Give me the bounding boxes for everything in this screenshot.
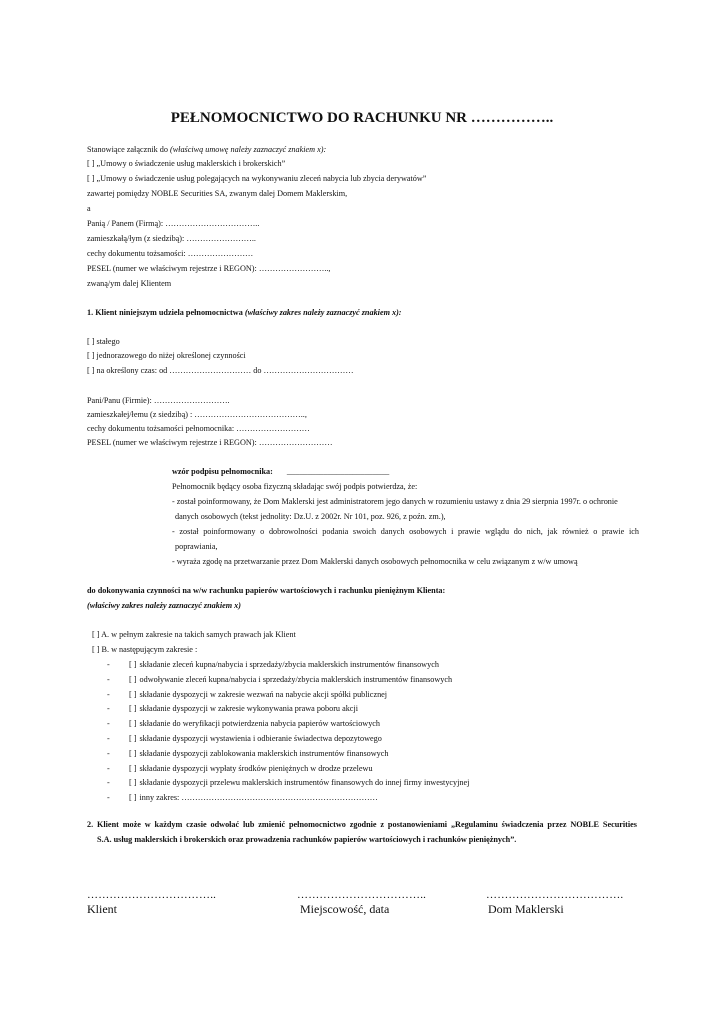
scope-item[interactable] [107,778,469,788]
consent-line-2: danych osobowych (tekst jednolity: Dz.U. z 2002r. Nr 101, poz. 926, z poźn. zm.), [175,512,446,521]
option-label: jednorazowego do niżej określonej czynności [96,351,246,360]
signature-sample-line[interactable]: _________________________ [286,467,390,476]
checkbox[interactable]: [ ] [92,630,100,639]
place-date-label: Miejscowość, data [300,902,390,916]
power-type-permanent[interactable] [87,337,120,347]
consent-line-3: - został poinformowany o dobrowolności podania swoich danych osobowych i prawie wglądu do nich, jak również o prawie ich [172,527,639,536]
list-dash: - [107,778,110,788]
option-label: stałego [96,337,120,346]
consent-intro: Pełnomocnik będący osoba fizyczną składając swój podpis potwierdza, że: [172,482,418,491]
client-pesel-field[interactable]: PESEL (numer we właściwym rejestrze i REGON): …………………….., [87,264,331,273]
scope-item[interactable] [107,749,388,759]
intro-line [87,145,326,155]
scope-option-b[interactable] [92,645,197,655]
attorney-pesel-field[interactable]: PESEL (numer we właściwym rejestrze i REGON): ……………………… [87,438,333,447]
scope-item-label: odwoływanie zleceń kupna/nabycia i sprzedaży/zbycia maklerskich instrumentów finansowych [139,674,453,684]
section-2-line-2: S.A. usług maklerskich i brokerskich oraz prowadzenia rachunków papierów wartościowych i rachunków pieniężnych”. [97,835,517,844]
checkbox[interactable]: [ ] [87,366,95,375]
scope-item-label: składanie dyspozycji w zakresie wezwań na nabycie akcji spółki publicznej [139,689,388,699]
client-address-field[interactable]: zamieszkałą/łym (z siedzibą): …………………….. [87,234,256,243]
attorney-id-field[interactable]: cechy dokumentu tożsamości pełnomocnika: ……………………… [87,424,310,433]
brokerage-signature-label: Dom Maklerski [488,902,564,916]
client-signature-line[interactable]: …………………………….. [87,889,217,901]
scope-item-label: inny zakres: ……………………………………………………………… [139,793,378,803]
list-dash: - [107,704,110,714]
document-title: PEŁNOMOCNICTWO DO RACHUNKU NR …………….. [170,110,554,126]
scope-option-a[interactable] [92,630,296,640]
list-dash: - [107,719,110,729]
client-signature-label: Klient [87,902,117,916]
scope-heading: do dokonywania czynności na w/w rachunku papierów wartościowych i rachunku pieniężnym Klienta: [87,586,446,595]
checkbox[interactable]: [ ] [92,645,100,654]
scope-item[interactable] [107,734,382,744]
list-dash: - [107,793,110,803]
checkbox[interactable]: [ ] [129,734,137,743]
checkbox[interactable]: [ ] [129,719,137,729]
section-1-heading [87,308,402,318]
agreement-option-1[interactable] [87,159,285,169]
list-dash: - [107,674,110,684]
checkbox[interactable]: [ ] [129,778,137,788]
signature-sample-label: wzór podpisu pełnomocnika: [172,467,273,476]
client-id-field[interactable]: cechy dokumentu tożsamości: …………………… [87,249,254,258]
checkbox[interactable]: [ ] [129,689,137,699]
scope-item[interactable] [107,793,378,803]
list-dash: - [107,689,110,699]
attorney-name-field[interactable]: Pani/Panu (Firmie): ………………………. [87,396,230,405]
option-label: na określony czas: od ………………………… do …………………………… [96,366,354,375]
section-1-title: 1. Klient niniejszym udziela pełnomocnictwa [87,308,245,317]
power-type-single[interactable] [87,351,246,361]
list-dash: - [107,763,110,773]
intro-instruction: (właściwą umowę należy zaznaczyć znakiem x): [169,145,327,154]
checkbox[interactable]: [ ] [129,674,137,684]
scope-item-label: składanie dyspozycji przelewu maklerskich instrumentów finansowych do innej firmy inwestycyjnej [139,778,470,788]
checkbox[interactable]: [ ] [129,763,137,773]
checkbox[interactable]: [ ] [87,351,95,360]
conjunction: a [87,204,91,213]
agreement-parties: zawartej pomiędzy NOBLE Securities SA, zwanym dalej Domem Maklerskim, [87,189,348,198]
checkbox[interactable]: [ ] [129,793,137,803]
list-dash: - [107,748,110,758]
place-date-line[interactable]: …………………………….. [297,889,427,901]
consent-line-4: poprawiania, [175,542,218,551]
agreement-label: „Umowy o świadczenie usług maklerskich i brokerskich” [96,159,286,168]
scope-item[interactable] [107,719,380,729]
brokerage-signature-line[interactable]: ………………………………. [486,889,624,901]
scope-item-label: składanie do weryfikacji potwierdzenia nabycia papierów wartościowych [139,719,381,729]
attorney-address-field[interactable]: zamieszkałej/łemu (z siedzibą) : ………………………………….., [87,410,307,419]
checkbox[interactable]: [ ] [87,337,95,346]
checkbox[interactable]: [ ] [129,660,137,669]
scope-item[interactable] [107,690,387,700]
scope-item[interactable] [107,764,373,774]
section-2-line-1: 2. Klient może w każdym czasie odwołać lub zmienić pełnomocnictwo zgodnie z postanowieniami „Regulaminu świadczenia przez NOBLE Securities [87,820,637,829]
list-dash: - [107,660,110,669]
option-label: B. w następującym zakresie : [101,645,198,654]
scope-item-label: składanie dyspozycji w zakresie wykonywania prawa poboru akcji [139,704,358,714]
client-name-field[interactable]: Panią / Panem (Firmą): …………………………….. [87,219,260,228]
checkbox[interactable]: [ ] [129,748,137,758]
list-dash: - [107,734,110,743]
scope-item-label: składanie dyspozycji zablokowania maklerskich instrumentów finansowych [139,748,389,758]
scope-item-label: składanie dyspozycji wystawienia i odbieranie świadectwa depozytowego [139,734,382,743]
scope-item-label: składanie dyspozycji wypłaty środków pieniężnych w drodze przelewu [139,763,373,773]
scope-item-label: składanie zleceń kupna/nabycia i sprzedaży/zbycia maklerskich instrumentów finansowych [139,660,439,669]
scope-item[interactable] [107,704,358,714]
consent-line-5: - wyraża zgodę na przetwarzanie przez Dom Maklerski danych osobowych pełnomocnika w celu związanym z w/w umową [172,557,578,566]
agreement-label: „Umowy o świadczenie usług polegających na wykonywaniu zleceń nabycia lub zbycia derywatów” [96,174,427,183]
signature-sample-row [172,467,389,477]
scope-item[interactable] [107,660,439,670]
option-label: A. w pełnym zakresie na takich samych prawach jak Klient [101,630,296,639]
consent-line-1: - został poinformowany, że Dom Maklerski jest administratorem jego danych w rozumieniu ustawy z dnia 29 sierpnia 1997r. o ochronie [172,497,618,506]
section-1-instruction: (właściwy zakres należy zaznaczyć znakiem x): [244,308,402,317]
checkbox[interactable]: [ ] [87,159,95,168]
power-type-period[interactable] [87,366,354,376]
scope-item[interactable] [107,675,452,685]
scope-instruction: (właściwy zakres należy zaznaczyć znakiem x) [87,601,241,610]
intro-text: Stanowiące załącznik do [87,145,170,154]
checkbox[interactable]: [ ] [129,704,137,714]
client-definition: zwaną/ym dalej Klientem [87,279,172,288]
checkbox[interactable]: [ ] [87,174,95,183]
agreement-option-2[interactable] [87,174,426,184]
